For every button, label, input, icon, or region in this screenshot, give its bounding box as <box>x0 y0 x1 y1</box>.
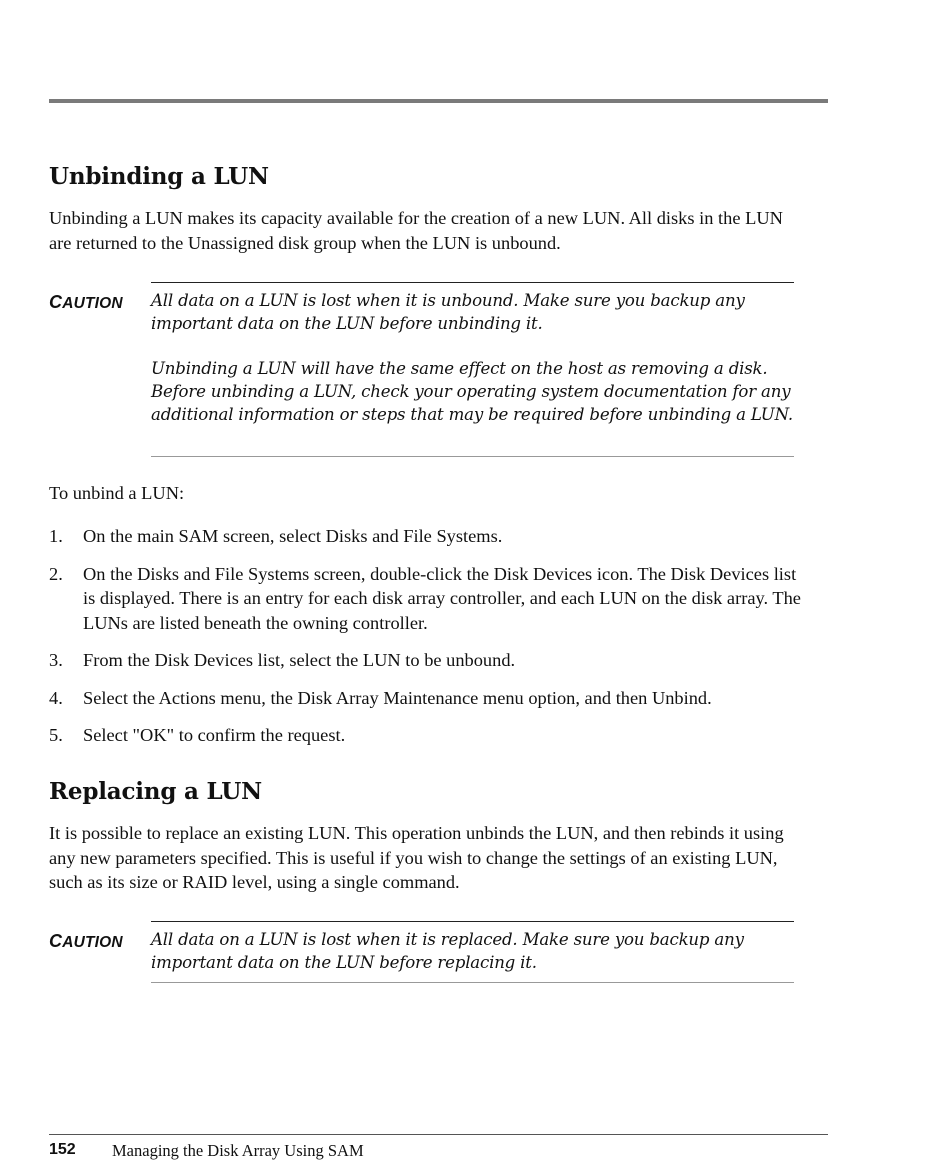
caution-text: Unbinding a LUN will have the same effect on the host as removing a disk. Before unbinding a LUN, check your operating system documentation for any additional information or steps that may be required before unbinding a LUN. <box>151 359 793 424</box>
caution-text: All data on a LUN is lost when it is unbound. Make sure you backup any important data on the LUN before unbinding it. <box>151 291 745 333</box>
caution-text: All data on a LUN is lost when it is replaced. Make sure you backup any important data on the LUN before replacing it. <box>151 930 744 972</box>
caution-box-replacing <box>151 921 794 983</box>
replacing-intro: It is possible to replace an existing LUN. This operation unbinds the LUN, and then rebinds it using any new parameters specified. This is useful if you wish to change the settings of an existing LUN, such as its size or RAID level, using a single command. <box>49 823 784 892</box>
unbind-steps-list <box>49 524 809 761</box>
section-heading-replacing: Replacing a LUN <box>49 778 262 805</box>
section-heading-unbinding: Unbinding a LUN <box>49 163 269 190</box>
steps-lead-in: To unbind a LUN: <box>49 483 185 503</box>
page-number: 152 <box>49 1141 76 1158</box>
footer-title: Managing the Disk Array Using SAM <box>112 1141 364 1160</box>
list-item: 2. On the Disks and File Systems screen, double-click the Disk Devices icon. The Disk Devices list is displayed. There is an entry for each disk array controller, and each LUN on the disk array. The LUNs are listed beneath the owning controller. <box>49 563 801 633</box>
list-item: 4. Select the Actions menu, the Disk Array Maintenance menu option, and then Unbind. <box>49 687 712 708</box>
list-item: 1. On the main SAM screen, select Disks and File Systems. <box>49 526 503 546</box>
list-item: 3. From the Disk Devices list, select the LUN to be unbound. <box>49 650 516 670</box>
caution-label: CAUTION <box>49 931 123 951</box>
unbinding-intro: Unbinding a LUN makes its capacity available for the creation of a new LUN. All disks in the LUN are returned to the Unassigned disk group when the LUN is unbound. <box>49 208 783 253</box>
footer-rule <box>49 1134 828 1135</box>
header-rule <box>49 99 828 103</box>
list-item: 5. Select "OK" to confirm the request. <box>49 725 346 745</box>
caution-box-unbinding <box>151 282 794 457</box>
caution-label: CAUTION <box>49 292 123 312</box>
